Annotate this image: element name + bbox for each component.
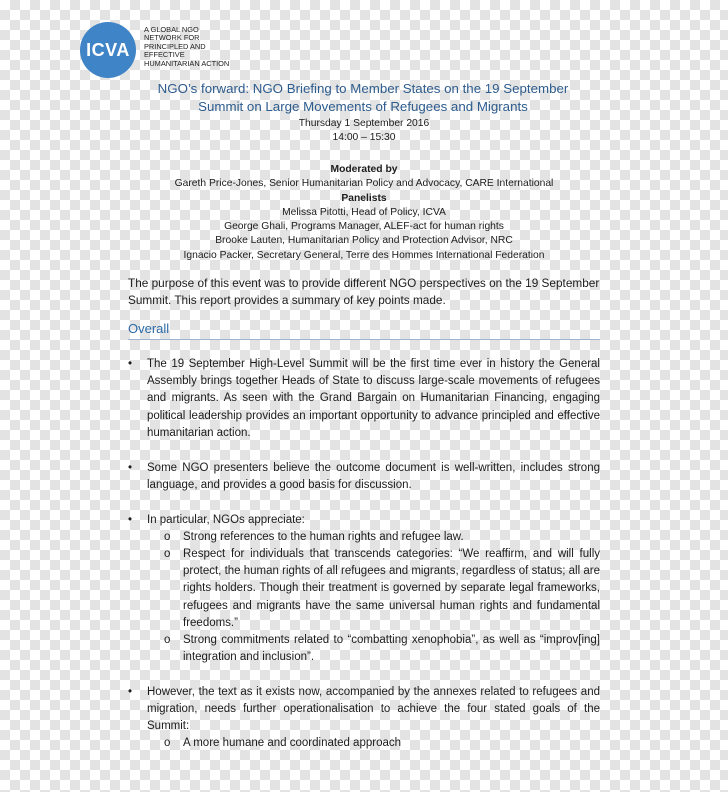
overall-heading: Overall bbox=[128, 321, 600, 340]
sub-bullet-text: Strong references to the human rights and refugee law. bbox=[183, 531, 464, 543]
sub-bullet-item bbox=[164, 529, 600, 546]
sub-bullet-item bbox=[164, 546, 600, 632]
bullet-icon: • bbox=[128, 358, 133, 370]
bullet-item bbox=[128, 356, 600, 442]
icva-logo-circle: ICVA bbox=[80, 22, 136, 78]
purpose-paragraph: The purpose of this event was to provide different NGO perspectives on the 19 September Summit. This report provides a summary of key points made. bbox=[128, 276, 600, 307]
event-meta bbox=[128, 117, 600, 146]
bullet-item bbox=[128, 512, 600, 529]
bullet-icon: • bbox=[128, 462, 133, 474]
bullet-text: In particular, NGOs appreciate: bbox=[147, 514, 305, 526]
circle-bullet-icon: o bbox=[164, 634, 171, 646]
moderator: Gareth Price-Jones, Senior Humanitarian Policy and Advocacy, CARE International bbox=[174, 178, 554, 190]
panelist: Melissa Pitotti, Head of Policy, ICVA bbox=[282, 206, 446, 218]
circle-bullet-icon: o bbox=[164, 737, 171, 749]
moderated-heading: Moderated by bbox=[330, 164, 398, 175]
bullet-text: Some NGO presenters believe the outcome document is well-written, includes strong language, and provides a good basis for discussion. bbox=[147, 462, 600, 492]
panelist: Ignacio Packer, Secretary General, Terre des Hommes International Federation bbox=[183, 249, 545, 261]
bullet-item bbox=[128, 684, 600, 736]
document-title bbox=[118, 80, 608, 116]
icva-tagline: A GLOBAL NGO NETWORK FOR PRINCIPLED AND EFFECTIVE HUMANITARIAN ACTION bbox=[144, 25, 230, 68]
circle-bullet-icon: o bbox=[164, 531, 171, 543]
event-date: Thursday 1 September 2016 bbox=[298, 118, 430, 129]
panelist: George Ghali, Programs Manager, ALEF-act for human rights bbox=[224, 221, 504, 233]
panelist: Brooke Lauten, Humanitarian Policy and Protection Advisor, NRC bbox=[215, 235, 513, 247]
circle-bullet-icon: o bbox=[164, 548, 171, 560]
sub-bullet-text: Respect for individuals that transcends categories: “We reaffirm, and will fully protect, the human rights of all refugees and migrants, regardless of status; all are rights holders. Though their treatment is governed by separate legal frameworks, refugees and migrants have the same universal human rights and fundamental freedoms.” bbox=[183, 548, 600, 629]
title-line-2: Summit on Large Movements of Refugees and Migrants bbox=[198, 99, 528, 114]
sub-bullet-text: Strong commitments related to “combatting xenophobia”, as well as “improv[ing] integration and inclusion”. bbox=[183, 634, 600, 664]
panelists-heading: Panelists bbox=[341, 192, 387, 204]
bullet-item bbox=[128, 460, 600, 494]
title-line-1: NGO’s forward: NGO Briefing to Member States on the 19 September bbox=[157, 81, 569, 96]
speakers-block bbox=[128, 163, 600, 263]
bullet-icon: • bbox=[128, 686, 133, 698]
icva-logo bbox=[80, 22, 236, 78]
bullet-text: The 19 September High-Level Summit will be the first time ever in history the General Assembly brings together Heads of State to discuss large-scale movements of refugees and migrants. As seen with the Grand Bargain on Humanitarian Financing, engaging political leadership provides an important opportunity to advance principled and effective humanitarian action. bbox=[147, 358, 600, 439]
bullet-icon: • bbox=[128, 514, 133, 526]
sub-bullet-text: A more humane and coordinated approach bbox=[183, 737, 402, 749]
sub-bullet-item bbox=[164, 735, 600, 752]
sub-bullet-item bbox=[164, 632, 600, 666]
event-time: 14:00 – 15:30 bbox=[332, 132, 396, 144]
bullet-text: However, the text as it exists now, accompanied by the annexes related to refugees and migration, needs further operationalisation to achieve the four stated goals of the Summit: bbox=[147, 686, 600, 733]
